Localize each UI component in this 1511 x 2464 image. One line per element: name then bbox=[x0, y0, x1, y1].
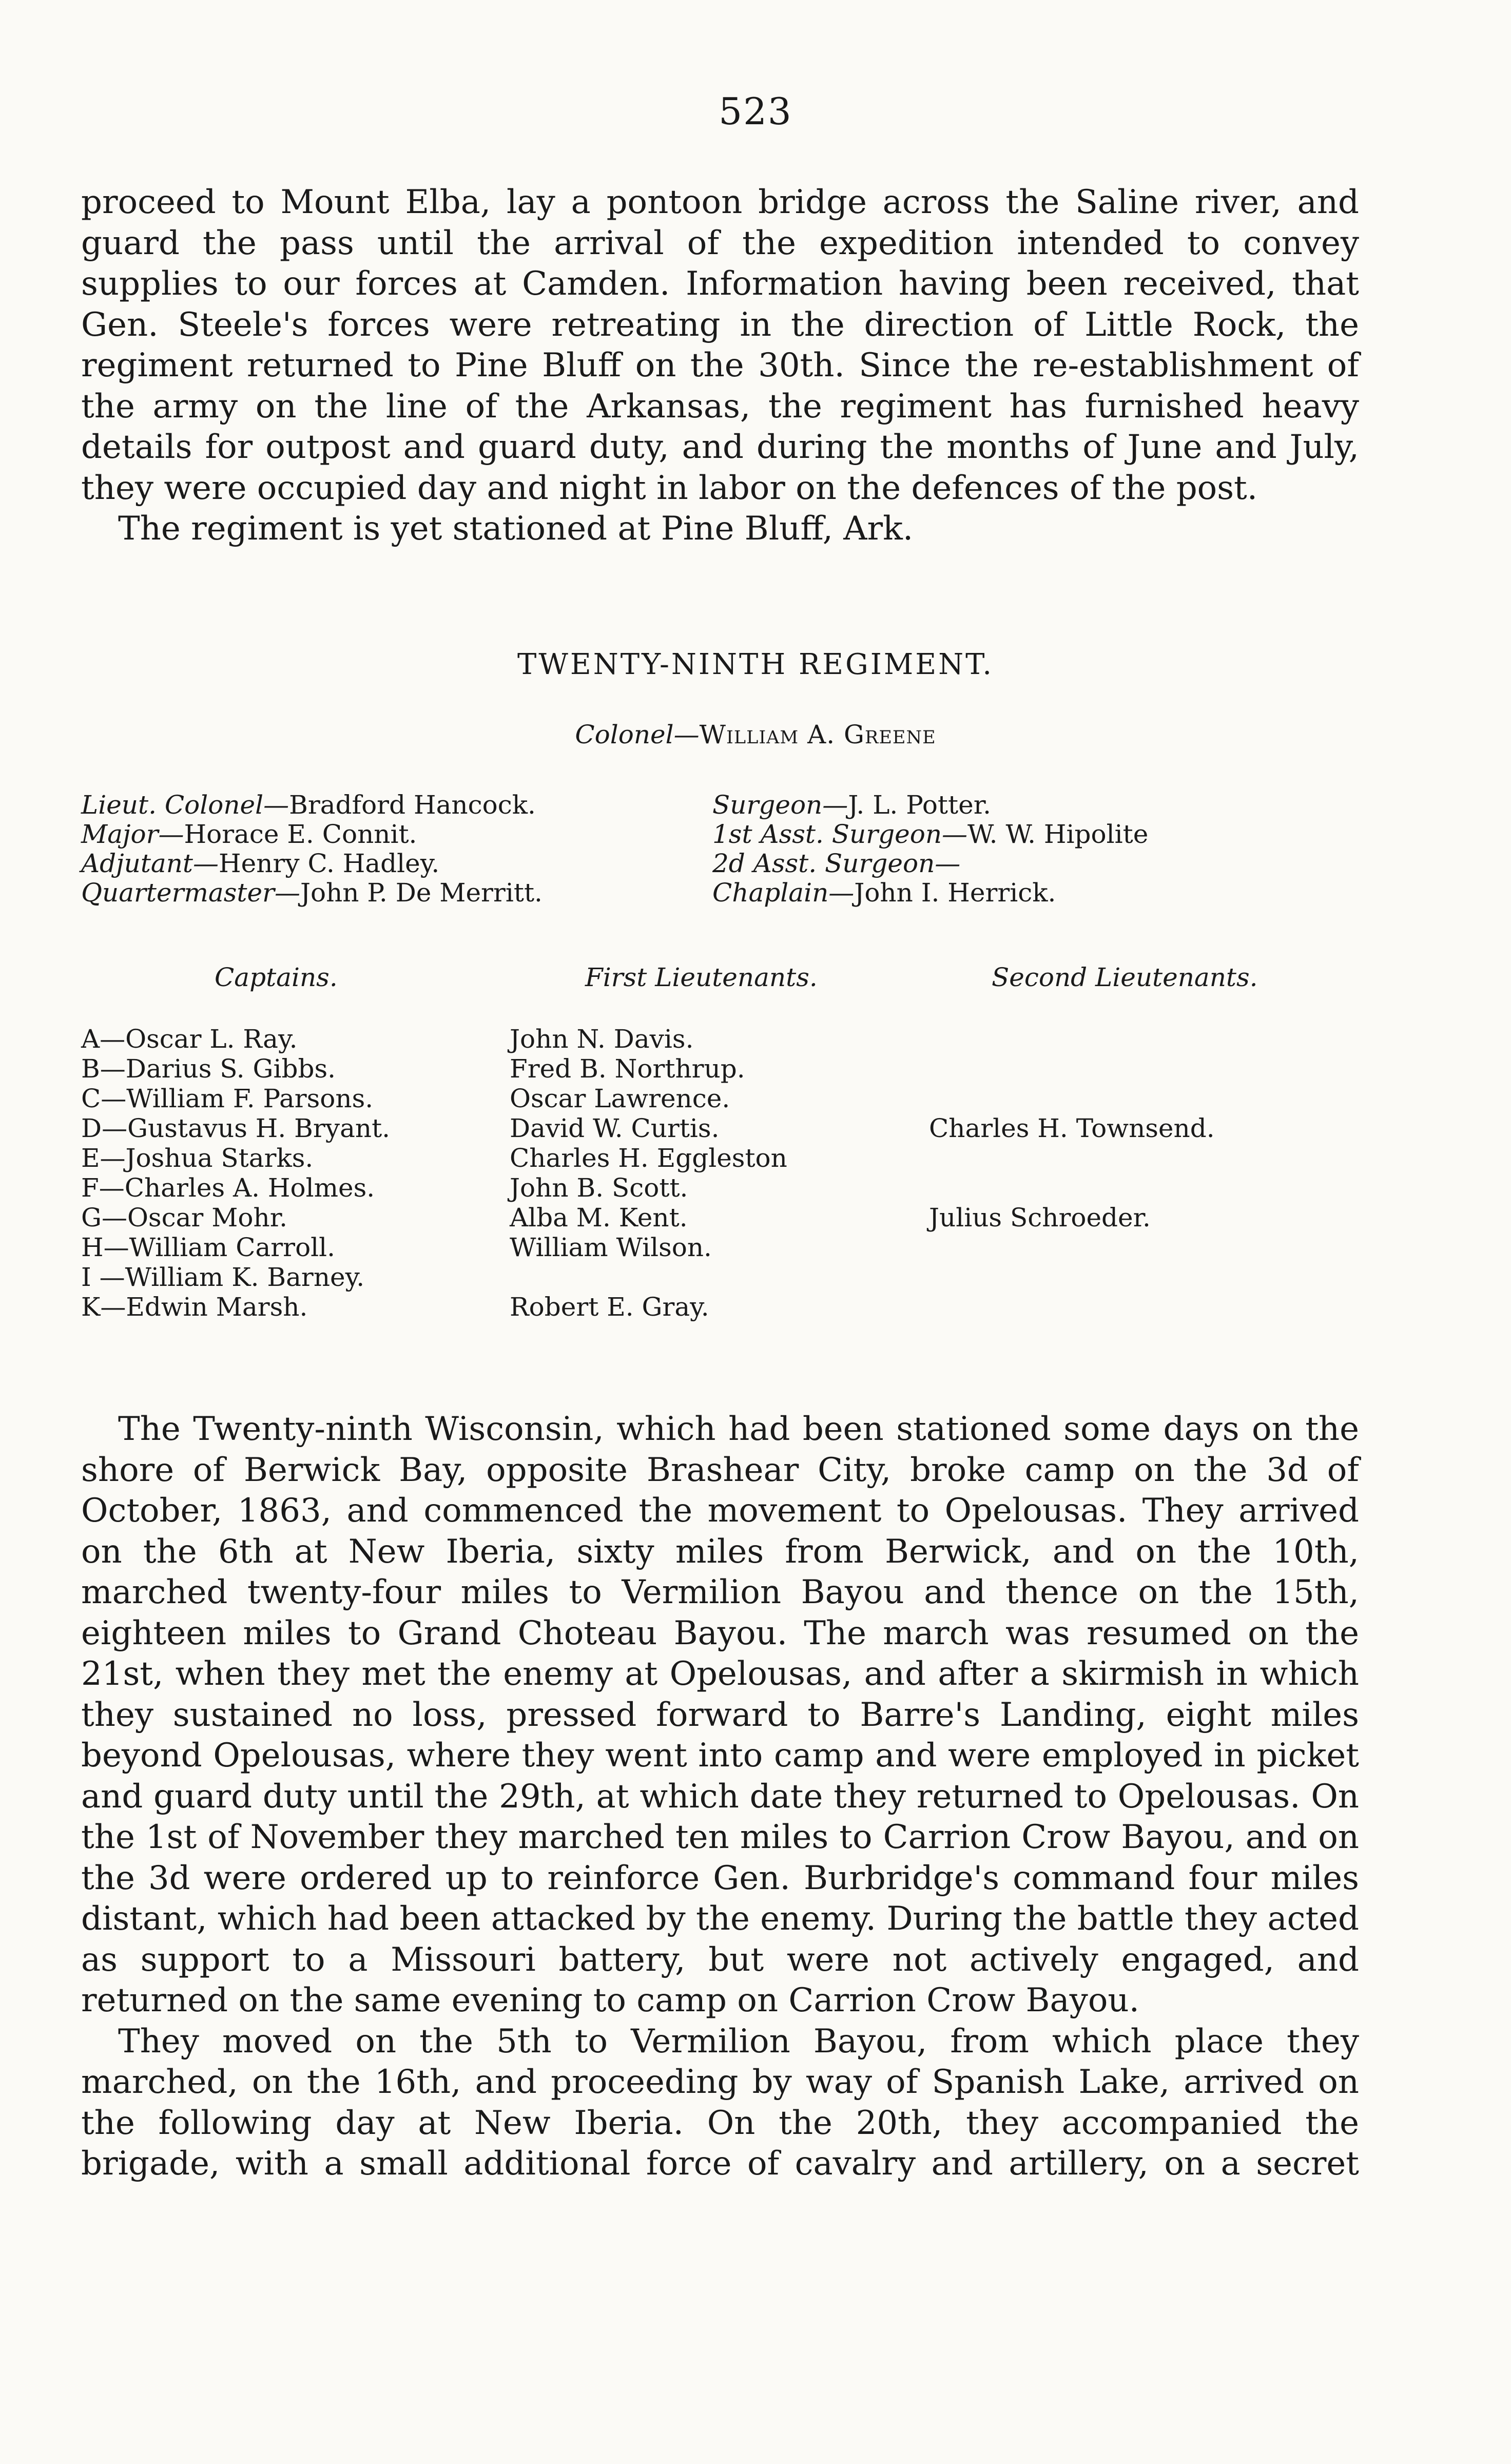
staff-role: Surgeon— bbox=[712, 790, 848, 820]
roster-row bbox=[81, 1143, 1359, 1173]
roster-row bbox=[81, 1262, 1359, 1292]
staff-role: 2d Asst. Surgeon— bbox=[712, 849, 961, 878]
first-lt-name: Oscar Lawrence. bbox=[510, 1084, 730, 1113]
page-number: 523 bbox=[719, 90, 792, 133]
body-paragraph-1: The Twenty-ninth Wisconsin, which had been stationed some days on the shore of Berwick Bay, opposite Brashear City, broke camp on the 3d of October, 1863, and commenced the movement to Opelousas. They arrived on the 6th at New Iberia, sixty miles from Berwick, and on the 10th, marched twenty-four miles to Vermilion Bayou and thence on the 15th, eighteen miles to Grand Choteau Bayou. The march was resumed on the 21st, when they met the enemy at Opelousas, and after a skirmish in which they sustained no loss, pressed forward to Barre's Landing, eight miles beyond Opelousas, where they went into camp and were employed in picket and guard duty until the 29th, at which date they returned to Opelousas. On the 1st of November they marched ten miles to Carrion Crow Bayou, and on the 3d were ordered up to reinforce Gen. Burbridge's command four miles distant, which had been attacked by the enemy. During the battle they acted as support to a Missouri battery, but were not actively engaged, and returned on the same evening to camp on Carrion Crow Bayou. bbox=[81, 1410, 1359, 2019]
section-heading: TWENTY-NINTH REGIMENT. bbox=[517, 648, 994, 681]
staff-row bbox=[81, 849, 543, 878]
roster-row bbox=[81, 1024, 1359, 1054]
staff-role: Chaplain— bbox=[712, 878, 855, 908]
roster-row bbox=[81, 1054, 1359, 1084]
colonel-line bbox=[0, 720, 1511, 749]
body-paragraph-2: They moved on the 5th to Vermilion Bayou, from which place they marched, on the 16th, and proceeding by way of Spanish Lake, arrived on the following day at New Iberia. On the 20th, they accompanied the brigade, with a small additional force of cavalry and artillery, on a secret bbox=[81, 2022, 1359, 2183]
staff-role: Quartermaster— bbox=[81, 878, 300, 908]
roster-row bbox=[81, 1113, 1359, 1143]
captain-name: F—Charles A. Holmes. bbox=[81, 1173, 375, 1203]
second-lt-name: Julius Schroeder. bbox=[929, 1203, 1151, 1233]
staff-role: Adjutant— bbox=[81, 849, 219, 878]
first-lt-name: David W. Curtis. bbox=[510, 1113, 720, 1143]
first-lieutenants-header: First Lieutenants. bbox=[585, 962, 818, 992]
captain-name: I —William K. Barney. bbox=[81, 1262, 365, 1292]
intro-paragraph-1: proceed to Mount Elba, lay a pontoon bridge across the Saline river, and guard the pass until the arrival of the expedition intended to convey supplies to our forces at Camden. Information having been received, that Gen. Steele's forces were retreating in the direction of Little Rock, the regiment returned to Pine Bluff on the 30th. Since the re-establishment of the army on the line of the Arkansas, the regiment has furnished heavy details for outpost and guard duty, and during the months of June and July, they were occupied day and night in labor on the defences of the post. bbox=[81, 183, 1359, 507]
captain-name: K—Edwin Marsh. bbox=[81, 1292, 308, 1322]
captains-header: Captains. bbox=[215, 962, 338, 992]
captain-name: H—William Carroll. bbox=[81, 1233, 336, 1262]
roster-row bbox=[81, 1203, 1359, 1233]
first-lt-name: John B. Scott. bbox=[510, 1173, 688, 1203]
roster-row bbox=[81, 1292, 1359, 1322]
roster-row bbox=[81, 1084, 1359, 1113]
staff-row bbox=[712, 849, 1148, 878]
colonel-role: Colonel— bbox=[575, 720, 700, 749]
roster-row bbox=[81, 1173, 1359, 1203]
staff-name: W. W. Hipolite bbox=[967, 819, 1149, 849]
first-lt-name: William Wilson. bbox=[510, 1233, 712, 1262]
captain-name: G—Oscar Mohr. bbox=[81, 1203, 288, 1233]
staff-name: John I. Herrick. bbox=[854, 878, 1056, 908]
staff-row bbox=[712, 820, 1148, 849]
first-lt-name: Robert E. Gray. bbox=[510, 1292, 709, 1322]
staff-row bbox=[712, 791, 1148, 820]
intro-text bbox=[81, 182, 1359, 550]
staff-name: Horace E. Connit. bbox=[184, 819, 417, 849]
second-lt-name: Charles H. Townsend. bbox=[929, 1113, 1215, 1143]
staff-role: 1st Asst. Surgeon— bbox=[712, 819, 968, 849]
first-lt-name: Alba M. Kent. bbox=[510, 1203, 688, 1233]
staff-row bbox=[712, 878, 1148, 908]
staff-row bbox=[81, 791, 543, 820]
staff-name: J. L. Potter. bbox=[848, 790, 992, 820]
staff-role: Major— bbox=[81, 819, 184, 849]
staff-left-column bbox=[81, 791, 543, 908]
captain-name: D—Gustavus H. Bryant. bbox=[81, 1113, 391, 1143]
captain-name: E—Joshua Starks. bbox=[81, 1143, 314, 1173]
staff-row bbox=[81, 820, 543, 849]
staff-right-column bbox=[712, 791, 1148, 908]
colonel-name: William A. Greene bbox=[699, 720, 936, 749]
staff-role: Lieut. Colonel— bbox=[81, 790, 289, 820]
staff-name: John P. De Merritt. bbox=[300, 878, 543, 908]
staff-name: Bradford Hancock. bbox=[289, 790, 536, 820]
narrative-text bbox=[81, 1409, 1359, 2185]
captain-name: B—Darius S. Gibbs. bbox=[81, 1054, 336, 1084]
roster-row bbox=[81, 1233, 1359, 1262]
first-lt-name: Fred B. Northrup. bbox=[510, 1054, 745, 1084]
captain-name: A—Oscar L. Ray. bbox=[81, 1024, 298, 1054]
second-lieutenants-header: Second Lieutenants. bbox=[992, 962, 1258, 992]
staff-row bbox=[81, 878, 543, 908]
first-lt-name: Charles H. Eggleston bbox=[510, 1143, 787, 1173]
staff-name: Henry C. Hadley. bbox=[219, 849, 440, 878]
captain-name: C—William F. Parsons. bbox=[81, 1084, 374, 1113]
intro-paragraph-2: The regiment is yet stationed at Pine Bluff, Ark. bbox=[118, 510, 914, 548]
first-lt-name: John N. Davis. bbox=[510, 1024, 694, 1054]
staff-officers bbox=[81, 791, 1359, 914]
